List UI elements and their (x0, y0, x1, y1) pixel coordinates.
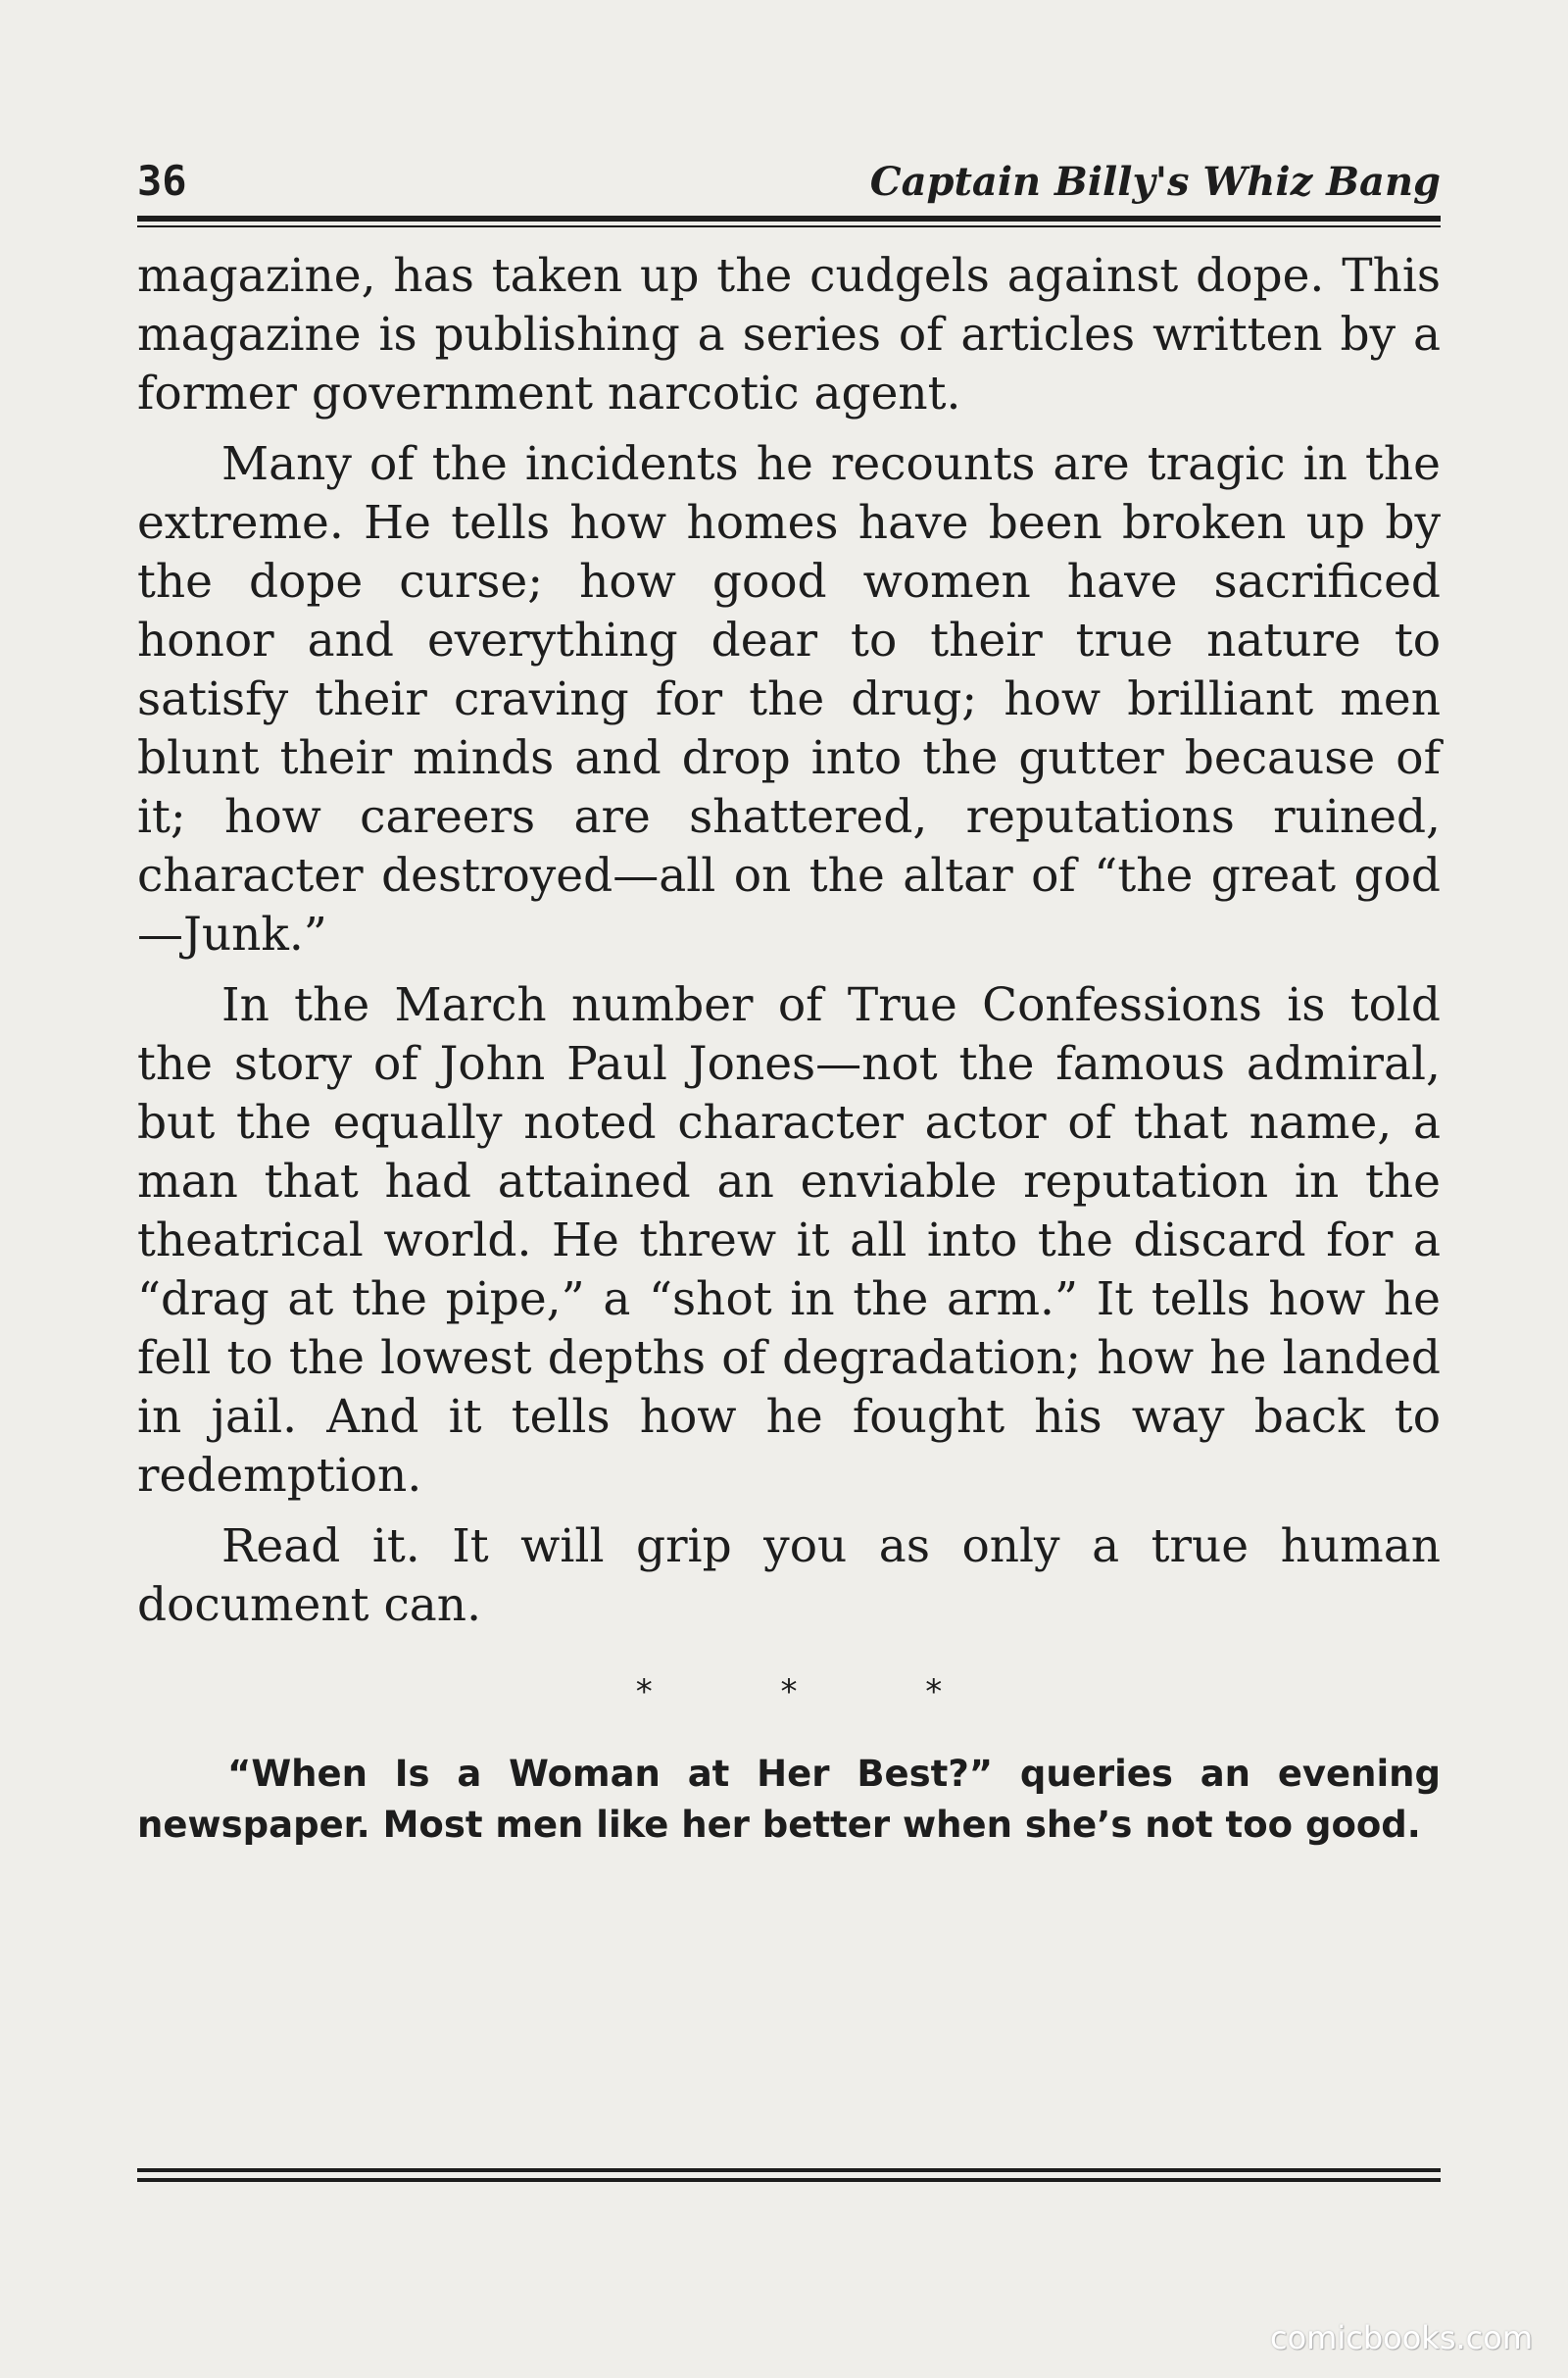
paragraph-1: magazine, has taken up the cudgels against dope. This magazine is publishing a series of articles written by a former government narcotic agent. (137, 249, 1441, 421)
magazine-page (137, 147, 1441, 1851)
joke-text: “When Is a Woman at Her Best?” queries an evening newspaper. Most men like her better when she’s not too good. (137, 1753, 1441, 1846)
running-title: Captain Billy's Whiz Bang (869, 159, 1441, 205)
paragraph-2: Many of the incidents he recounts are tragic in the extreme. He tells how homes have been broken up by the dope curse; how good women have sacrificed honor and everything dear to their true nature to satisfy their craving for the drug; how brilliant men blunt their minds and drop into the gutter because of it; how careers are shattered, reputations ruined, character destroyed—all on the altar of “the great god—Junk.” (137, 437, 1441, 962)
section-separator: * * * (635, 1672, 1002, 1711)
footer-rule (137, 2168, 1441, 2182)
page-header (137, 147, 1441, 205)
paragraph-3: In the March number of True Confessions is told the story of John Paul Jones—not the famous admiral, but the equally noted character actor of that name, a man that had attained an enviable reputation in the theatrical world. He threw it all into the discard for a “drag at the pipe,” a “shot in the arm.” It tells how he fell to the lowest depths of degradation; how he landed in jail. And it tells how he fought his way back to redemption. (137, 978, 1441, 1503)
article-body (137, 247, 1441, 1635)
watermark: comicbooks.com (1269, 2319, 1533, 2356)
header-rule (137, 216, 1441, 227)
paragraph-4: Read it. It will grip you as only a true human document can. (137, 1519, 1441, 1632)
page-number: 36 (137, 157, 187, 205)
